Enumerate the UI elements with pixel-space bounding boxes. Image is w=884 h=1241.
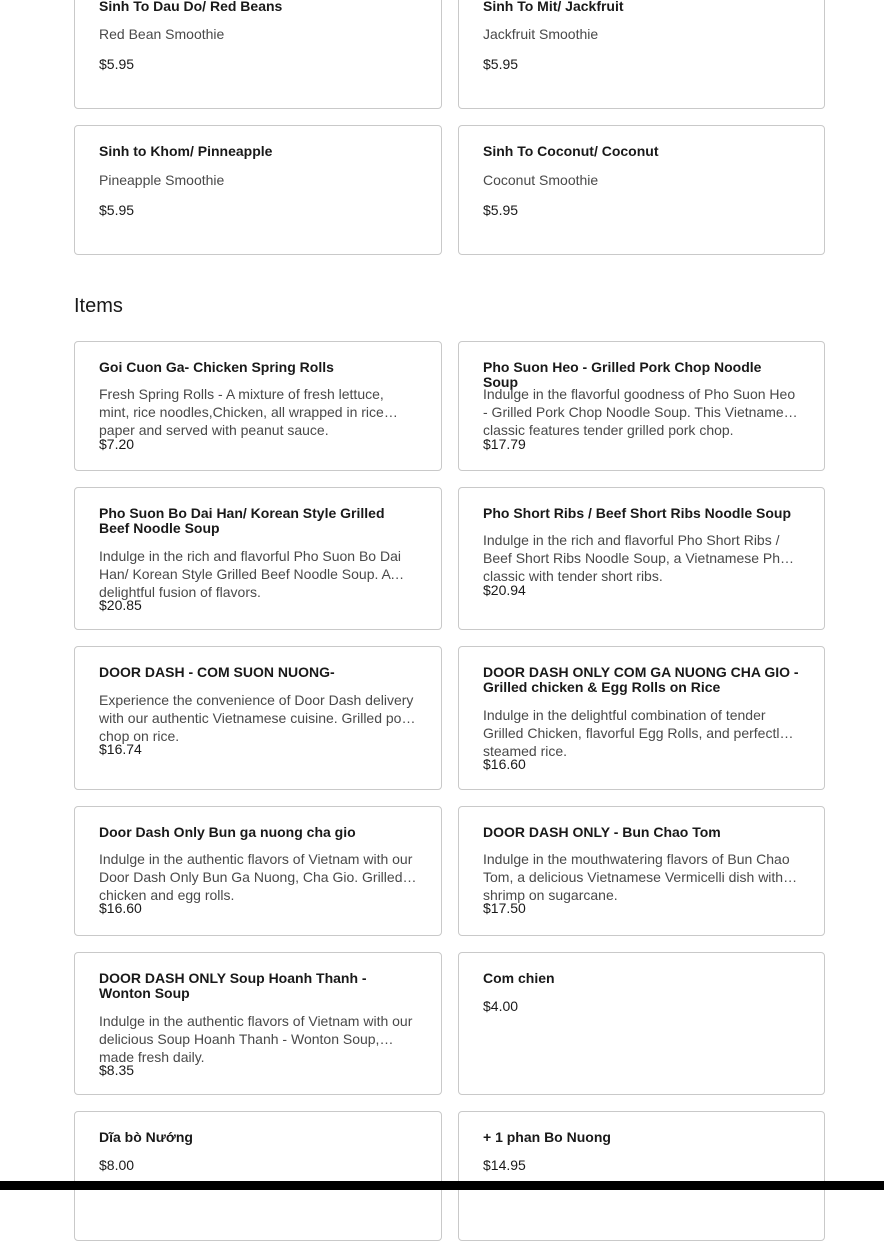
item-name: DOOR DASH ONLY COM GA NUONG CHA GIO - Grilled chicken & Egg Rolls on Rice (483, 664, 799, 695)
item-description: Pineapple Smoothie (99, 172, 225, 188)
menu-item-card[interactable] (458, 341, 825, 471)
item-name: Dĩa bò Nướng (99, 1129, 193, 1145)
item-price: $5.95 (483, 56, 519, 72)
menu-item-card[interactable] (458, 125, 825, 255)
item-price: $5.95 (99, 202, 135, 218)
menu-item-card[interactable] (458, 487, 825, 630)
item-name: Sinh To Mit/ Jackfruit (483, 0, 624, 14)
item-description: Indulge in the flavorful goodness of Pho Suon Heo - Grilled Pork Chop Noodle Soup. This Vietnamese classic features tender grilled pork chop. (483, 386, 799, 438)
menu-item-card[interactable] (458, 1111, 825, 1241)
item-name: Pho Suon Heo - Grilled Pork Chop Noodle Soup (483, 359, 762, 390)
item-description: Indulge in the authentic flavors of Vietnam with our delicious Soup Hoanh Thanh - Wonton Soup, made fresh daily. (99, 1013, 413, 1065)
item-price: $20.94 (483, 582, 526, 598)
item-price: $4.00 (483, 998, 519, 1014)
item-description: Indulge in the authentic flavors of Vietnam with our Door Dash Only Bun Ga Nuong, Cha Gio. Grilled chicken and egg rolls. (99, 851, 413, 903)
menu-item-card[interactable] (74, 806, 442, 936)
item-name: Pho Suon Bo Dai Han/ Korean Style Grilled Beef Noodle Soup (99, 505, 385, 536)
item-price: $8.00 (99, 1157, 135, 1173)
item-price: $7.20 (99, 436, 135, 452)
item-description: Indulge in the rich and flavorful Pho Short Ribs / Beef Short Ribs Noodle Soup, a Vietnamese Pho classic with tender short ribs. (483, 532, 788, 584)
item-price: $20.85 (99, 597, 142, 613)
menu-item-card[interactable] (74, 341, 442, 471)
menu-item-card[interactable] (458, 646, 825, 790)
item-description: Coconut Smoothie (483, 172, 599, 188)
menu-item-card[interactable] (458, 0, 825, 109)
menu-item-card[interactable] (74, 1111, 442, 1241)
item-price: $17.50 (483, 900, 526, 916)
item-price: $14.95 (483, 1157, 526, 1173)
item-description: Fresh Spring Rolls - A mixture of fresh lettuce, mint, rice noodles,Chicken, all wrapped in rice paper and served with peanut sauce. (99, 386, 384, 438)
item-price: $17.79 (483, 436, 526, 452)
menu-item-card[interactable] (74, 646, 442, 790)
item-name: DOOR DASH ONLY - Bun Chao Tom (483, 824, 721, 840)
section-title: Items (74, 295, 123, 317)
item-name: Door Dash Only Bun ga nuong cha gio (99, 824, 356, 840)
item-name: Sinh To Coconut/ Coconut (483, 143, 659, 159)
item-price: $5.95 (483, 202, 519, 218)
item-description: Experience the convenience of Door Dash delivery with our authentic Vietnamese cuisine. Grilled pork chop on rice. (99, 692, 414, 744)
item-price: $16.74 (99, 741, 142, 757)
menu-item-card[interactable] (74, 125, 442, 255)
menu-item-card[interactable] (74, 487, 442, 630)
menu-item-card[interactable] (74, 952, 442, 1095)
item-name: DOOR DASH ONLY Soup Hoanh Thanh - Wonton Soup (99, 970, 367, 1001)
item-name: Com chien (483, 970, 555, 986)
menu-item-card[interactable] (458, 806, 825, 936)
item-name: + 1 phan Bo Nuong (483, 1129, 611, 1145)
item-description: Indulge in the mouthwatering flavors of Bun Chao Tom, a delicious Vietnamese Vermicelli dish with shrimp on sugarcane. (483, 851, 790, 903)
menu-item-card[interactable] (74, 0, 442, 109)
item-name: Sinh to Khom/ Pinneapple (99, 143, 273, 159)
item-description: Red Bean Smoothie (99, 26, 225, 42)
item-name: Pho Short Ribs / Beef Short Ribs Noodle Soup (483, 505, 792, 521)
item-price: $16.60 (99, 900, 142, 916)
item-description: Indulge in the delightful combination of tender Grilled Chicken, flavorful Egg Rolls, and perfectly steamed rice. (483, 707, 787, 759)
item-name: Goi Cuon Ga- Chicken Spring Rolls (99, 359, 334, 375)
item-price: $5.95 (99, 56, 135, 72)
item-price: $8.35 (99, 1062, 135, 1078)
item-description: Jackfruit Smoothie (483, 26, 599, 42)
item-name: Sinh To Dau Do/ Red Beans (99, 0, 283, 14)
item-price: $16.60 (483, 756, 526, 772)
item-name: DOOR DASH - COM SUON NUONG- (99, 664, 335, 680)
bottom-bar (0, 1181, 884, 1190)
menu-item-card[interactable] (458, 952, 825, 1095)
item-description: Indulge in the rich and flavorful Pho Suon Bo Dai Han/ Korean Style Grilled Beef Noodle Soup. A delightful fusion of flavors. (99, 548, 401, 600)
